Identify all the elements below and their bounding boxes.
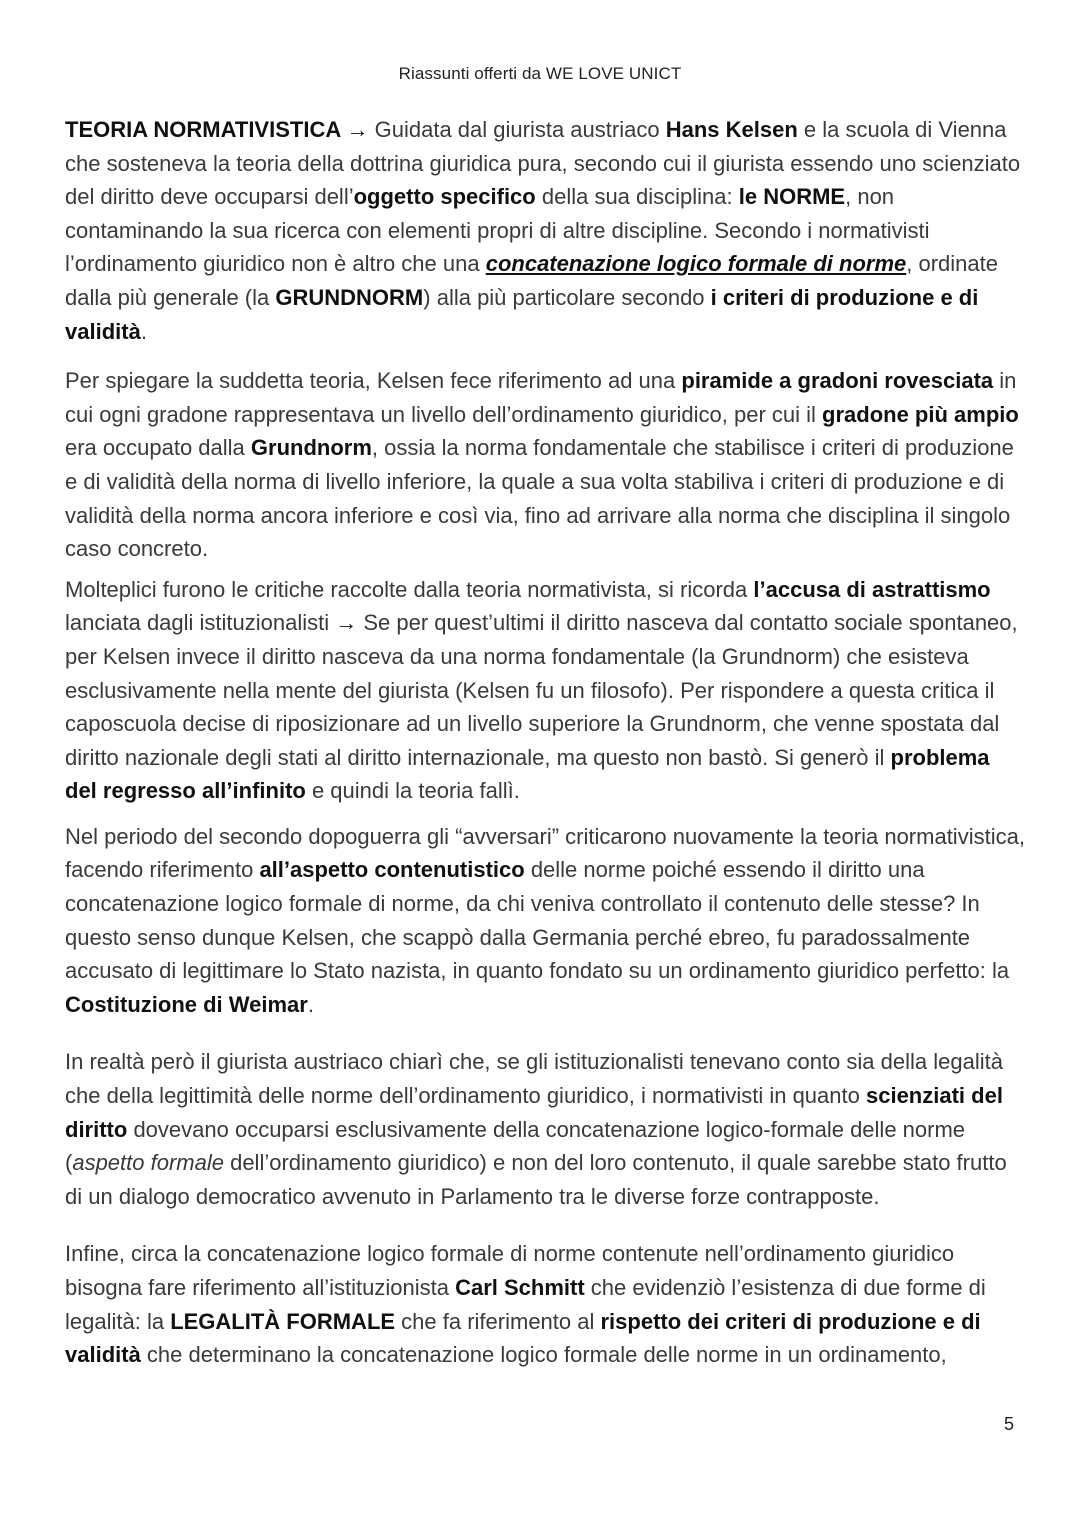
text-run-emphasis: Grundnorm [250,435,372,461]
text-run-emphasis: oggetto specifico [353,184,536,210]
text-run: della sua disciplina: [535,184,739,210]
text-run: , ossia la norma fondamentale che stabilisce i criteri di produzione e di validità della norma di livello inferiore, la quale a sua volta stabiliva i criteri di produzione e di validità della norma ancora inferiore e così via, fino ad arrivare alla norma che disciplina il singolo caso concreto. [65,435,1014,562]
text-run-emphasis: aspetto formale [72,1150,224,1176]
paragraph-chiarimento [65,1045,1027,1213]
text-run-emphasis: piramide a gradoni rovesciata [681,368,994,394]
text-run: Nel periodo del secondo dopoguerra gli “avversari” criticarono nuovamente la teoria normativistica, facendo riferimento [65,823,1025,883]
text-run: che determinano la concatenazione logico formale delle norme in un ordinamento, [140,1342,947,1368]
text-run-emphasis: problema del regresso all’infinito [65,744,990,804]
paragraph-teoria-normativistica [65,113,1027,348]
paragraph-dopoguerra [65,820,1027,1022]
paragraph-critiche [65,573,1027,808]
text-run-emphasis: Hans Kelsen [665,117,798,142]
text-run: Molteplici furono le critiche raccolte dalla teoria normativista, si ricorda [65,576,754,602]
text-run: e quindi la teoria fallì. [305,778,520,804]
text-run: . [307,991,314,1017]
text-run-emphasis: → [340,117,375,142]
text-run: era occupato dalla [65,435,251,461]
text-run-emphasis: concatenazione logico formale di norme [485,251,907,277]
text-run: lanciata dagli istituzionalisti [65,610,336,636]
text-run: , ordinate dalla più generale (la [65,251,998,310]
text-run-emphasis: i criteri di produzione e di validità [65,284,979,344]
text-run: in cui ogni gradone rappresentava un livello dell’ordinamento giuridico, per cui il [65,368,1017,427]
text-run: Infine, circa la concatenazione logico formale di norme contenute nell’ordinamento giuridico bisogna fare riferimento all’istituzionista [65,1241,955,1300]
text-run-emphasis: all’aspetto contenutistico [259,857,525,883]
text-run: Per spiegare la suddetta teoria, Kelsen fece riferimento ad una [65,368,682,394]
text-run: delle norme poiché essendo il diritto una concatenazione logico formale di norme, da chi veniva controllato il contenuto delle stesse? In questo senso dunque Kelsen, che scappò dalla Germania perché ebreo, fu paradossalmente accusato di legittimare lo Stato nazista, in quanto fondato su un ordinamento giuridico perfetto: la [65,857,1010,984]
text-run: . [140,318,147,344]
text-run-emphasis: Costituzione di Weimar [65,991,308,1017]
text-run-emphasis: → [335,610,358,636]
text-run-emphasis: LEGALITÀ FORMALE [170,1308,396,1334]
text-run: dell’ordinamento giuridico) e non del loro contenuto, il quale sarebbe stato frutto di un dialogo democratico avvenuto in Parlamento tra le diverse forze contrapposte. [65,1150,1007,1209]
text-run: e la scuola di Vienna che sosteneva la teoria della dottrina giuridica pura, secondo cui il giurista essendo uno scienziato del diritto deve occuparsi dell’ [65,117,1021,210]
text-run-emphasis: le NORME [738,184,846,210]
page-number: 5 [1003,1414,1014,1434]
text-run: ) alla più particolare secondo [423,284,711,310]
text-run-emphasis: l’accusa di astrattismo [753,576,991,602]
text-run-emphasis: rispetto dei criteri di produzione e di validità [65,1308,981,1368]
text-run-emphasis: TEORIA NORMATIVISTICA [65,117,341,142]
text-run: , non contaminando la sua ricerca con elementi propri di altre discipline. Secondo i normativisti l’ordinamento giuridico non è altro che una [65,184,930,277]
text-run: che evidenziò l’esistenza di due forme di legalità: la [65,1275,986,1334]
paragraph-schmitt [65,1237,1027,1371]
document-body [65,113,1027,1372]
paragraph-piramide [65,364,1027,566]
text-run: In realtà però il giurista austriaco chiarì che, se gli istituzionalisti tenevano conto sia della legalità che della legittimità delle norme dell’ordinamento giuridico, i normativisti in quanto [65,1049,1003,1109]
text-run: Se per quest’ultimi il diritto nasceva dal contatto sociale spontaneo, per Kelsen invece il diritto nasceva da una norma fondamentale (la Grundnorm) che esisteva esclusivamente nella mente del giurista (Kelsen fu un filosofo). Per rispondere a questa critica il caposcuola decise di riposizionare ad un livello superiore la Grundnorm, che venne spostata dal diritto nazionale degli stati al diritto internazionale, ma questo non bastò. Si generò il [65,610,1018,770]
text-run-emphasis: Carl Schmitt [455,1275,585,1300]
text-run: che fa riferimento al [395,1308,601,1334]
text-run: dovevano occuparsi esclusivamente della concatenazione logico-formale delle norme ( [65,1116,966,1176]
text-run-emphasis: scienziati del diritto [65,1083,1003,1142]
text-run-emphasis: gradone più ampio [822,401,1019,427]
text-run-emphasis: GRUNDNORM [275,284,424,310]
text-run: Guidata dal giurista austriaco [374,117,666,142]
page-header: Riassunti offerti da WE LOVE UNICT [398,64,682,83]
